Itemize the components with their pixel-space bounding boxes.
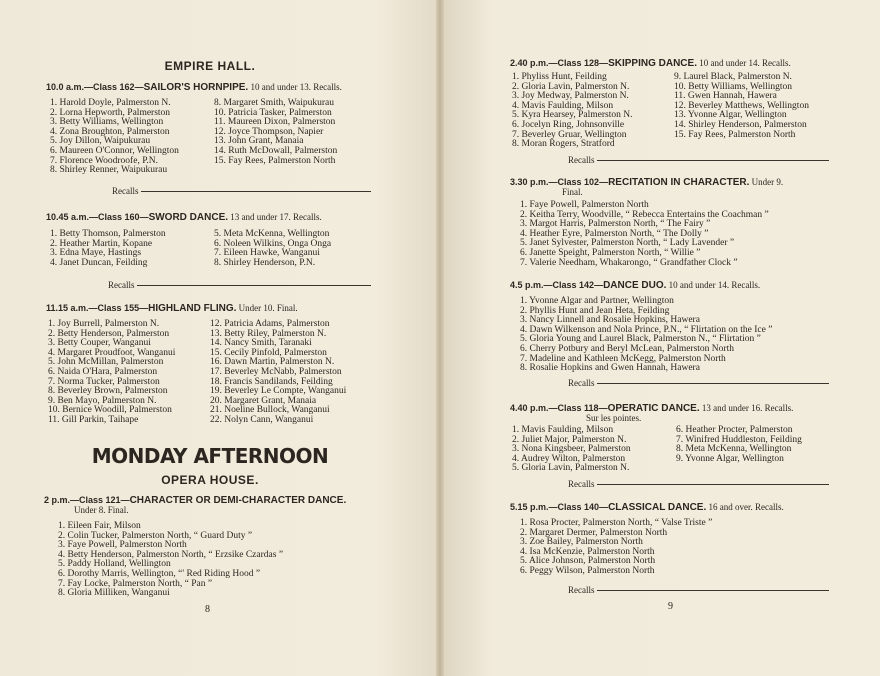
recalls-line: [568, 585, 829, 595]
list-item: 8. Shirley Renner, Waipukurau: [50, 165, 168, 176]
list-item: 4. Margaret Proudfoot, Wanganui: [48, 347, 176, 358]
entrant-list: [520, 201, 769, 268]
list-item: 2. Gloria Lavin, Palmerston N.: [512, 81, 630, 92]
event-description: 13 and under 17. Recalls.: [230, 212, 322, 222]
list-item: 14. Ruth McDowall, Palmerston: [214, 145, 338, 156]
list-item: 13. Betty Riley, Palmerston N.: [210, 328, 327, 339]
list-item: 6. Dorothy Marris, Wellington, “' Red Riding Hood ”: [58, 568, 261, 579]
entrant-list: [214, 99, 337, 166]
event-header: 3.30 p.m.—Class 102—RECITATION IN CHARACTER. Under 9.: [510, 177, 784, 188]
entrant-list: [512, 73, 632, 150]
list-item: 22. Nolyn Cann, Wanganui: [210, 414, 314, 425]
list-item: 7. Madeline and Kathleen McKegg, Palmerston North: [520, 353, 726, 364]
list-item: 5. Joy Dillon, Waipukurau: [50, 136, 151, 147]
list-item: 4. Janet Duncan, Feilding: [50, 257, 148, 268]
list-item: 1. Harold Doyle, Palmerston N.: [50, 98, 171, 108]
entrant-list: [520, 297, 772, 374]
list-item: 10. Betty Williams, Wellington: [674, 81, 793, 92]
list-item: 6. Janette Speight, Palmerston North, “ Willie ”: [520, 247, 701, 258]
event-time: 4.40 p.m.: [510, 403, 549, 413]
list-item: 7. Beverley Gruar, Wellington: [512, 129, 627, 140]
list-item: 13. John Grant, Manaia: [214, 136, 304, 147]
event-subtitle: Sur les pointes.: [586, 413, 642, 423]
event-time: 3.30 p.m.: [510, 177, 549, 187]
event-title: RECITATION IN CHARACTER.: [608, 177, 750, 188]
event-title: SWORD DANCE.: [148, 212, 229, 223]
recalls-label: Recalls: [108, 280, 135, 290]
list-item: 4. Isa McKenzie, Palmerston North: [520, 546, 655, 557]
list-item: 9. Laurel Black, Palmerston N.: [674, 72, 792, 82]
list-item: 7. Winifred Huddleston, Feilding: [676, 434, 802, 445]
list-item: 6. Maureen O'Connor, Wellington: [50, 145, 179, 156]
list-item: 14. Nancy Smith, Taranaki: [210, 338, 312, 349]
list-item: 7. Florence Woodroofe, P.N.: [50, 155, 159, 166]
list-item: 9. Ben Mayo, Palmerston N.: [48, 395, 157, 406]
event-description: Under 9.: [751, 177, 784, 187]
list-item: 2. Lorna Hepworth, Palmerston: [50, 107, 171, 118]
event-description: 10 and under 14. Recalls.: [699, 58, 791, 68]
event-class: Class 118: [557, 403, 599, 413]
recalls-label: Recalls: [568, 585, 595, 595]
list-item: 2. Colin Tucker, Palmerston North, “ Guard Duty ”: [58, 530, 253, 541]
list-item: 10. Bernice Woodill, Palmerston: [48, 405, 172, 416]
event-subtitle: Final.: [562, 187, 583, 197]
list-item: 2. Juliet Major, Palmerston N.: [512, 434, 627, 445]
event-class: Class 121: [79, 495, 121, 505]
list-item: 7. Valerie Needham, Whakarongo, “ Grandfather Clock ”: [520, 257, 738, 268]
entrant-list: [48, 320, 175, 426]
list-item: 15. Cecily Pinfold, Palmerston: [210, 347, 327, 358]
list-item: 5. Kyra Hearsey, Palmerston N.: [512, 110, 633, 121]
list-item: 18. Francis Sandilands, Feilding: [210, 376, 333, 387]
event-header: 2 p.m.—Class 121—CHARACTER OR DEMI-CHARACTER DANCE.: [44, 495, 347, 506]
entrant-list: [214, 230, 331, 268]
list-item: 4. Dawn Wilkenson and Nola Prince, P.N., “ Flirtation on the Ice ”: [520, 324, 773, 335]
event-class: Class 155: [97, 303, 140, 313]
list-item: 1. Rosa Procter, Palmerston North, “ Valse Triste ”: [520, 518, 713, 528]
event-class: Class 142: [552, 280, 595, 290]
list-item: 6. Jocelyn Ring, Johnsonville: [512, 119, 625, 130]
event-header: 10.45 a.m.—Class 160—SWORD DANCE. 13 and under 17. Recalls.: [46, 212, 322, 223]
event-description: 10 and under 13. Recalls.: [250, 82, 342, 92]
list-item: 19. Beverley Le Compte, Wanganui: [210, 386, 347, 397]
list-item: 7. Fay Locke, Palmerston North, “ Pan ”: [58, 578, 213, 589]
list-item: 3. Joy Medway, Palmerston N.: [512, 91, 629, 102]
event-class: Class 128: [557, 58, 600, 68]
list-item: 4. Zona Broughton, Palmerston: [50, 126, 170, 137]
recalls-rule: [597, 484, 829, 485]
list-item: 3. Margot Harris, Palmerston North, “ The Fairy ”: [520, 219, 711, 230]
list-item: 8. Rosalie Hopkins and Gwen Hannah, Hawera: [520, 363, 700, 374]
event-time: 10.0 a.m.: [46, 82, 85, 92]
list-item: 11. Gill Parkin, Taihape: [48, 414, 139, 425]
entrant-list: [674, 73, 809, 140]
list-item: 6. Cherry Potbury and Beryl McLean, Palmerston North: [520, 343, 734, 354]
list-item: 4. Audrey Wilton, Palmerston: [512, 453, 626, 464]
list-item: 4. Heather Eyre, Palmerston North, “ The Dolly ”: [520, 228, 709, 239]
event-time: 4.5 p.m.: [510, 280, 544, 290]
list-item: 2. Heather Martin, Kopane: [50, 238, 153, 249]
list-item: 14. Shirley Henderson, Palmerston: [674, 119, 807, 130]
event-time: 10.45 a.m.: [46, 212, 90, 222]
event-title: CHARACTER OR DEMI-CHARACTER DANCE.: [129, 495, 347, 506]
event-header: 11.15 a.m.—Class 155—HIGHLAND FLING. Under 10. Final.: [46, 303, 298, 314]
event-header: 5.15 p.m.—Class 140—CLASSICAL DANCE. 16 and over. Recalls.: [510, 502, 784, 513]
list-item: 1. Betty Thomson, Palmerston: [50, 229, 166, 239]
list-item: 8. Moran Rogers, Stratford: [512, 139, 615, 150]
list-item: 12. Beverley Matthews, Wellington: [674, 100, 809, 111]
list-item: 12. Joyce Thompson, Napier: [214, 126, 324, 137]
list-item: 21. Noeline Bullock, Wanganui: [210, 405, 330, 416]
recalls-line: [108, 280, 371, 290]
list-item: 1. Phyliss Hunt, Feilding: [512, 72, 607, 82]
event-time: 2 p.m.: [44, 495, 71, 505]
list-item: 3. Faye Powell, Palmerston North: [58, 540, 187, 551]
recalls-label: Recalls: [568, 378, 595, 388]
event-header: 4.40 p.m.—Class 118—OPERATIC DANCE. 13 and under 16. Recalls.: [510, 403, 794, 414]
venue-heading: OPERA HOUSE.: [161, 473, 259, 487]
recalls-line: [568, 479, 829, 489]
list-item: 10. Patricia Tasker, Palmerston: [214, 107, 332, 118]
list-item: 3. Betty Williams, Wellington: [50, 117, 164, 128]
list-item: 4. Betty Henderson, Palmerston North, “ Erzsike Czardas ”: [58, 549, 284, 560]
entrant-list: [512, 426, 631, 474]
list-item: 8. Margaret Smith, Waipukurau: [214, 98, 334, 108]
event-title: HIGHLAND FLING.: [148, 303, 237, 314]
event-time: 5.15 p.m.: [510, 502, 549, 512]
entrant-list: [50, 230, 166, 268]
event-time: 11.15 a.m.: [46, 303, 89, 313]
event-title: OPERATIC DANCE.: [607, 403, 700, 414]
recalls-line: [568, 378, 829, 388]
list-item: 5. Janet Sylvester, Palmerston North, “ Lady Lavender ”: [520, 238, 735, 249]
event-title: SAILOR'S HORNPIPE.: [143, 82, 249, 93]
entrant-list: [210, 320, 346, 426]
event-description: 10 and under 14. Recalls.: [668, 280, 761, 290]
recalls-line: [112, 186, 371, 196]
recalls-rule: [597, 160, 829, 161]
entrant-list: [58, 522, 283, 599]
page-number: 9: [668, 601, 673, 612]
list-item: 2. Phyllis Hunt and Jean Heta, Feilding: [520, 305, 670, 316]
event-description: 16 and over. Recalls.: [708, 502, 784, 512]
list-item: 17. Beverley McNabb, Palmerston: [210, 366, 342, 377]
event-time: 2.40 p.m.: [510, 58, 549, 68]
list-item: 5. Gloria Lavin, Palmerston N.: [512, 463, 630, 474]
list-item: 5. John McMillan, Palmerston: [48, 357, 164, 368]
event-description: 13 and under 16. Recalls.: [701, 403, 794, 413]
list-item: 1. Faye Powell, Palmerston North: [520, 200, 649, 210]
list-item: 6. Naida O'Hara, Palmerston: [48, 366, 158, 377]
list-item: 2. Keitha Terry, Woodville, “ Rebecca Entertains the Coachman ”: [520, 209, 769, 220]
list-item: 8. Beverley Brown, Palmerston: [48, 386, 168, 397]
list-item: 16. Dawn Martin, Palmerston N.: [210, 357, 335, 368]
event-class: Class 162: [93, 82, 135, 92]
list-item: 3. Edna Maye, Hastings: [50, 248, 142, 259]
list-item: 5. Alice Johnson, Palmerston North: [520, 556, 656, 567]
list-item: 15. Fay Rees, Palmerston North: [214, 155, 336, 166]
recalls-rule: [597, 590, 829, 591]
list-item: 9. Yvonne Algar, Wellington: [676, 453, 784, 464]
list-item: 6. Noleen Wilkins, Onga Onga: [214, 238, 332, 249]
list-item: 1. Joy Burrell, Palmerston N.: [48, 319, 160, 329]
list-item: 3. Nona Kingsbeer, Palmerston: [512, 444, 631, 455]
gutter: [436, 0, 444, 676]
recalls-rule: [597, 383, 829, 384]
recalls-rule: [141, 191, 371, 192]
venue-heading: EMPIRE HALL.: [164, 59, 256, 73]
list-item: 5. Meta McKenna, Wellington: [214, 229, 330, 239]
entrant-list: [50, 99, 179, 176]
list-item: 7. Norma Tucker, Palmerston: [48, 376, 160, 387]
list-item: 2. Margaret Dermer, Palmerston North: [520, 527, 668, 538]
event-header: 4.5 p.m.—Class 142—DANCE DUO. 10 and under 14. Recalls.: [510, 280, 761, 291]
list-item: 13. Yvonne Algar, Wellington: [674, 110, 787, 121]
event-title: SKIPPING DANCE.: [608, 58, 697, 69]
event-title: CLASSICAL DANCE.: [608, 502, 707, 513]
list-item: 6. Peggy Wilson, Palmerston North: [520, 565, 655, 576]
list-item: 5. Gloria Young and Laurel Black, Palmerston N., “ Flirtation ”: [520, 334, 761, 345]
list-item: 15. Fay Rees, Palmerston North: [674, 129, 796, 140]
event-title: DANCE DUO.: [603, 280, 667, 291]
recalls-rule: [137, 285, 371, 286]
event-subtitle: Under 8. Final.: [74, 505, 129, 515]
list-item: 1. Eileen Fair, Milson: [58, 521, 141, 531]
recalls-label: Recalls: [112, 186, 139, 196]
event-description: Under 10. Final.: [238, 303, 298, 313]
list-item: 12. Patricia Adams, Palmerston: [210, 319, 330, 329]
entrant-list: [520, 519, 712, 577]
list-item: 11. Gwen Hannah, Hawera: [674, 91, 777, 102]
list-item: 7. Eileen Hawke, Wanganui: [214, 248, 320, 259]
recalls-label: Recalls: [568, 155, 595, 165]
event-header: 2.40 p.m.—Class 128—SKIPPING DANCE. 10 and under 14. Recalls.: [510, 58, 791, 69]
list-item: 6. Heather Procter, Palmerston: [676, 425, 793, 435]
list-item: 8. Shirley Henderson, P.N.: [214, 257, 316, 268]
list-item: 3. Betty Couper, Wanganui: [48, 338, 151, 349]
list-item: 3. Zoe Bailey, Palmerston North: [520, 537, 643, 548]
event-class: Class 160: [98, 212, 140, 222]
recalls-line: [568, 155, 829, 165]
entrant-list: [676, 426, 802, 464]
event-class: Class 140: [557, 502, 600, 512]
session-title: MONDAY AFTERNOON: [91, 444, 329, 468]
list-item: 1. Mavis Faulding, Milson: [512, 425, 614, 435]
event-class: Class 102: [557, 177, 600, 187]
page-number: 8: [205, 604, 210, 615]
list-item: 11. Maureen Dixon, Palmerston: [214, 117, 336, 128]
list-item: 2. Betty Henderson, Palmerston: [48, 328, 170, 339]
list-item: 1. Yvonne Algar and Partner, Wellington: [520, 296, 674, 306]
event-header: 10.0 a.m.—Class 162—SAILOR'S HORNPIPE. 10 and under 13. Recalls.: [46, 82, 342, 93]
list-item: 3. Nancy Linnell and Rosalie Hopkins, Hawera: [520, 315, 700, 326]
list-item: 8. Gloria Milliken, Wanganui: [58, 588, 170, 599]
recalls-label: Recalls: [568, 479, 595, 489]
list-item: 8. Meta McKenna, Wellington: [676, 444, 792, 455]
list-item: 5. Paddy Holland, Wellington: [58, 559, 171, 570]
list-item: 20. Margaret Grant, Manaia: [210, 395, 317, 406]
list-item: 4. Mavis Faulding, Milson: [512, 100, 614, 111]
